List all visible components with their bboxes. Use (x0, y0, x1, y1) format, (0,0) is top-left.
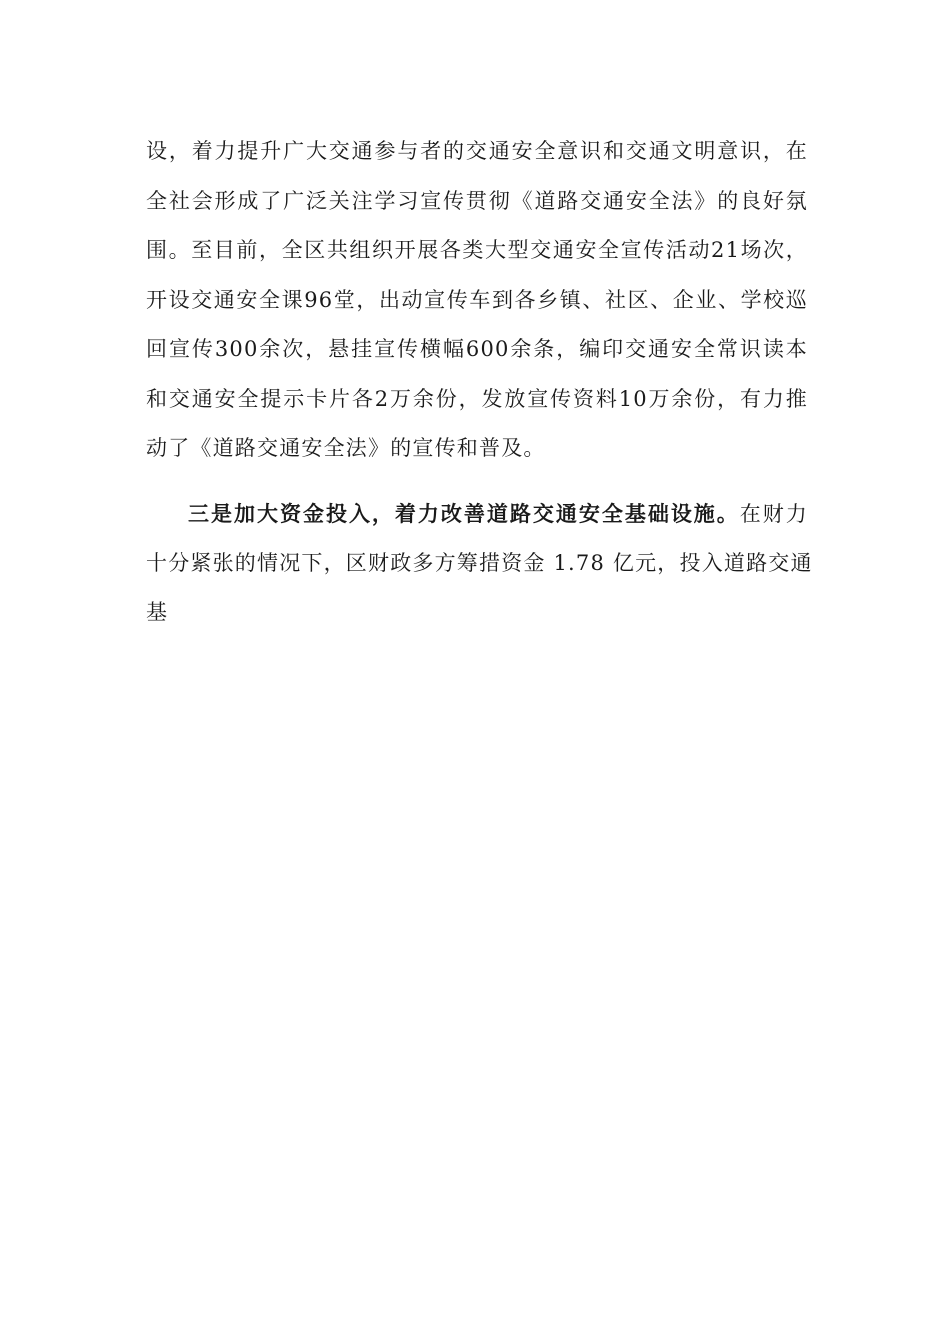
text-line: 和交通安全提示卡片各2万余份，发放宣传资料10万余份，有力推 (146, 386, 808, 411)
heading-line-continuation: 在财力 (739, 502, 808, 526)
text-line: 全社会形成了广泛关注学习宣传贯彻《道路交通安全法》的良好氛 (146, 188, 808, 213)
text-line-with-heading (146, 489, 808, 539)
text-line: 设，着力提升广大交通参与者的交通安全意识和交通文明意识，在 (146, 139, 808, 163)
paragraph-public-awareness (146, 127, 808, 474)
text-line: 基 (146, 600, 169, 624)
text-line: 回宣传300余次，悬挂宣传横幅600余条，编印交通安全常识读本 (146, 337, 808, 361)
paragraph-heading: 三是加大资金投入，着力改善道路交通安全基础设施。 (188, 501, 740, 526)
paragraph-funding (146, 489, 813, 638)
text-line: 十分紧张的情况下，区财政多方筹措资金 1.78 亿元，投入道路交通 (146, 550, 813, 575)
text-line: 围。至目前，全区共组织开展各类大型交通安全宣传活动21场次， (146, 238, 808, 262)
text-line: 动了《道路交通安全法》的宣传和普及。 (146, 436, 546, 460)
text-line: 开设交通安全课96堂，出动宣传车到各乡镇、社区、企业、学校巡 (146, 287, 808, 312)
